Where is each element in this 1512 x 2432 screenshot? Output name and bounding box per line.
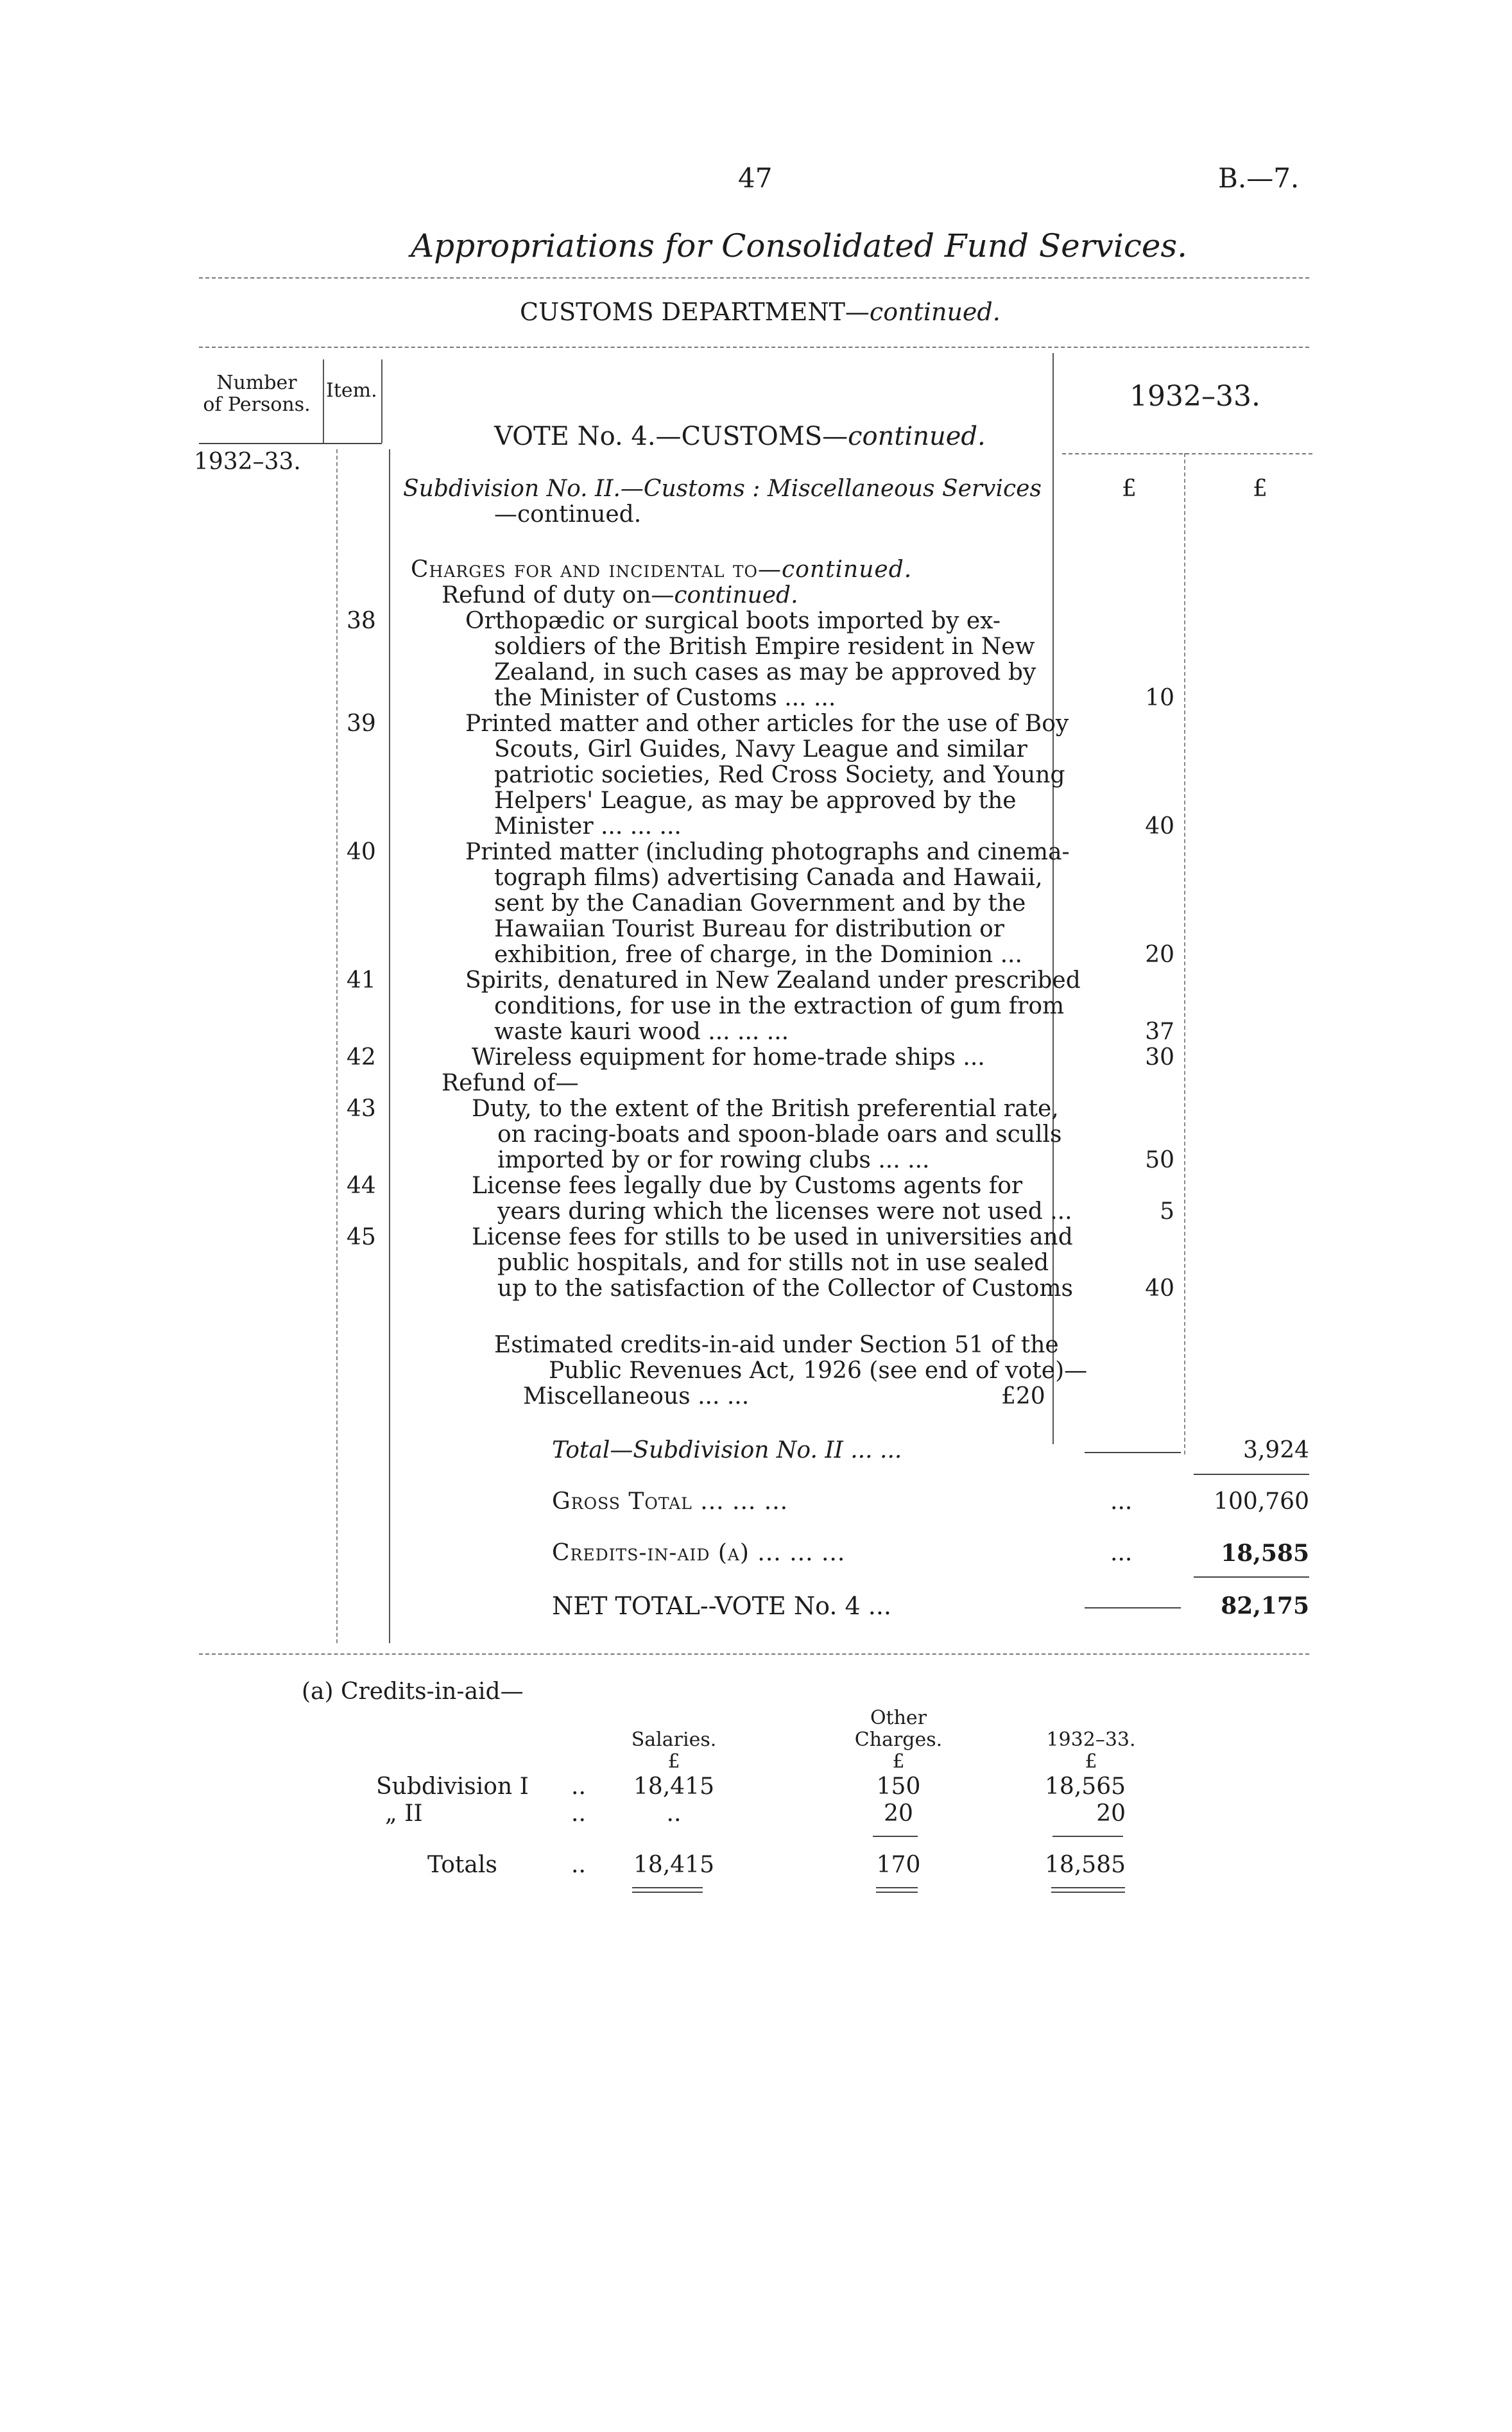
- item-description: License fees legally due by Customs agents for years during which the licenses were not used ...: [472, 1173, 1072, 1225]
- title-rule: [199, 277, 1309, 279]
- credits-in-aid-underline: [1194, 1576, 1309, 1578]
- item-number: 45: [347, 1224, 376, 1250]
- item-number: 39: [347, 711, 376, 737]
- item-description: License fees for stills to be used in universities and public hospitals, and for stills not in use sealed up to the satisfaction of the Collector of Customs: [472, 1224, 1074, 1302]
- item-amount: 20: [1145, 942, 1174, 968]
- footnote-row-dots: ..: [571, 1773, 586, 1800]
- subdivision-total-label: Total—Subdivision No. II ... ...: [552, 1437, 902, 1463]
- subdivision-heading-cont: —continued.: [494, 501, 642, 528]
- footnote-row-salaries: ..: [666, 1800, 682, 1827]
- gross-total-label: Gross Total ... ... ...: [552, 1488, 789, 1515]
- footnote-row-salaries: 18,415: [633, 1773, 714, 1800]
- item-number: 38: [347, 608, 376, 634]
- item-column-rule: [389, 449, 390, 1643]
- persons-item-divider: [323, 359, 324, 443]
- subdivision-total-underline: [1194, 1474, 1309, 1475]
- footnote-double-rule: [876, 1887, 918, 1893]
- footnote-pound: £: [892, 1750, 905, 1773]
- item-amount: 40: [1145, 1275, 1174, 1302]
- credits-note-line3: Miscellaneous ... ...: [523, 1383, 750, 1410]
- gross-total-mid: ...: [1110, 1488, 1133, 1515]
- footnote-totals-other: 170: [876, 1852, 921, 1878]
- amount-columns-divider: [1184, 453, 1185, 1454]
- net-total-label: NET TOTAL--VOTE No. 4 ...: [552, 1592, 891, 1620]
- item-description: Printed matter and other articles for the use of Boy Scouts, Girl Guides, Navy League and similar patriotic societies, Red Cross Society, and Young Helpers' League, as may be approved by the Minister ... ... ...: [465, 711, 1069, 840]
- footnote-totals-label: Totals: [427, 1852, 497, 1878]
- credits-note-amount: £20: [1001, 1383, 1045, 1410]
- footnote-row-year: 18,565: [1045, 1773, 1126, 1800]
- credits-in-aid-label: Credits-in-aid (a) ... ... ...: [552, 1540, 846, 1566]
- subdivision-total-value: 3,924: [1242, 1437, 1309, 1463]
- item-number: 44: [347, 1173, 376, 1199]
- footnote-row-other: 150: [876, 1773, 921, 1800]
- persons-year-header: 1932–33.: [194, 449, 301, 475]
- subdivision-heading: Subdivision No. II.—Customs : Miscellaneous Services: [403, 476, 1042, 502]
- vote-heading: VOTE No. 4.—CUSTOMS—continued.: [494, 422, 986, 451]
- net-total-value: 82,175: [1221, 1592, 1309, 1619]
- footnote-salaries-header: Salaries.: [631, 1729, 717, 1751]
- footnote-totals-dots: ..: [571, 1852, 586, 1878]
- page-title: Appropriations for Consolidated Fund Services.: [411, 227, 1188, 264]
- footnote-pound: £: [667, 1750, 680, 1773]
- item-header: Item.: [326, 379, 377, 402]
- footnote-other-header: Other Charges.: [854, 1707, 943, 1751]
- item-description: Spirits, denatured in New Zealand under prescribed conditions, for use in the extraction of gum from waste kauri wood ... ... ...: [465, 967, 1081, 1045]
- department-heading: CUSTOMS DEPARTMENT—continued.: [520, 298, 1001, 326]
- credits-in-aid-value: 18,585: [1221, 1540, 1309, 1567]
- persons-header-rule: [199, 443, 382, 444]
- item-description: Printed matter (including photographs and cinema- tograph films) advertising Canada and Hawaii, sent by the Canadian Government and by the Hawaiian Tourist Bureau for distribution or exhibition, free of charge, in the Dominion ...: [465, 839, 1070, 968]
- footnote-row-other: 20: [884, 1800, 913, 1827]
- table-bottom-rule: [199, 1653, 1309, 1655]
- gross-total-value: 100,760: [1214, 1488, 1309, 1515]
- item-number: 40: [347, 839, 376, 865]
- year-header-rule: [1062, 453, 1312, 454]
- item-number: 43: [347, 1096, 376, 1122]
- pound-col2-header: £: [1253, 476, 1267, 502]
- refund-on-heading: Refund of duty on—continued.: [442, 582, 798, 608]
- refund-of-heading: Refund of—: [442, 1070, 579, 1096]
- item-amount: 37: [1145, 1019, 1174, 1045]
- item-description: Orthopædic or surgical boots imported by ex- soldiers of the British Empire resident in New Zealand, in such cases as may be approved by the Minister of Customs ... ...: [465, 608, 1036, 711]
- item-number: 42: [347, 1044, 376, 1071]
- item-amount: 30: [1145, 1044, 1174, 1071]
- footnote-row-dots: ..: [571, 1800, 586, 1827]
- credits-in-aid-mid: ...: [1110, 1540, 1133, 1566]
- footnote-heading: (a) Credits-in-aid—: [302, 1678, 524, 1705]
- item-amount: 40: [1145, 813, 1174, 840]
- number-of-persons-header: Number of Persons.: [203, 372, 311, 416]
- persons-column-rule: [336, 449, 338, 1643]
- item-amount: 5: [1160, 1198, 1174, 1225]
- footnote-totals-salaries: 18,415: [633, 1852, 714, 1878]
- pound-col1-header: £: [1122, 476, 1137, 502]
- subdivision-total-rule: [1085, 1452, 1181, 1453]
- item-number: 41: [347, 967, 376, 994]
- footnote-pound: £: [1085, 1750, 1097, 1773]
- footnote-row-year: 20: [1096, 1800, 1126, 1827]
- footnote-totals-year: 18,585: [1045, 1852, 1126, 1878]
- footnote-double-rule: [632, 1887, 703, 1893]
- footnote-double-rule: [1051, 1887, 1125, 1893]
- year-header: 1932–33.: [1130, 380, 1260, 413]
- footnote-row-label: Subdivision I: [376, 1773, 529, 1800]
- item-description: Duty, to the extent of the British preferential rate, on racing-boats and spoon-blade oars and sculls imported by or for rowing clubs ... ...: [472, 1096, 1062, 1173]
- credits-note-line2: Public Revenues Act, 1926 (see end of vote)—: [549, 1358, 1088, 1384]
- footnote-year-header: 1932–33.: [1046, 1729, 1136, 1751]
- footnote-sum-rule: [873, 1836, 918, 1837]
- department-rule: [199, 347, 1309, 348]
- report-code: B.—7.: [1218, 162, 1300, 194]
- item-description: Wireless equipment for home-trade ships ...: [472, 1044, 985, 1071]
- item-text-divider: [381, 359, 382, 443]
- footnote-sum-rule: [1052, 1836, 1123, 1837]
- item-amount: 50: [1145, 1147, 1174, 1173]
- item-amount: 10: [1145, 685, 1174, 711]
- net-total-rule: [1085, 1607, 1181, 1608]
- page-number: 47: [738, 162, 773, 194]
- charges-heading: Charges for and incidental to—continued.: [411, 556, 913, 583]
- credits-note-line1: Estimated credits-in-aid under Section 51 of the: [494, 1332, 1059, 1358]
- footnote-row-label: „ II: [385, 1800, 423, 1827]
